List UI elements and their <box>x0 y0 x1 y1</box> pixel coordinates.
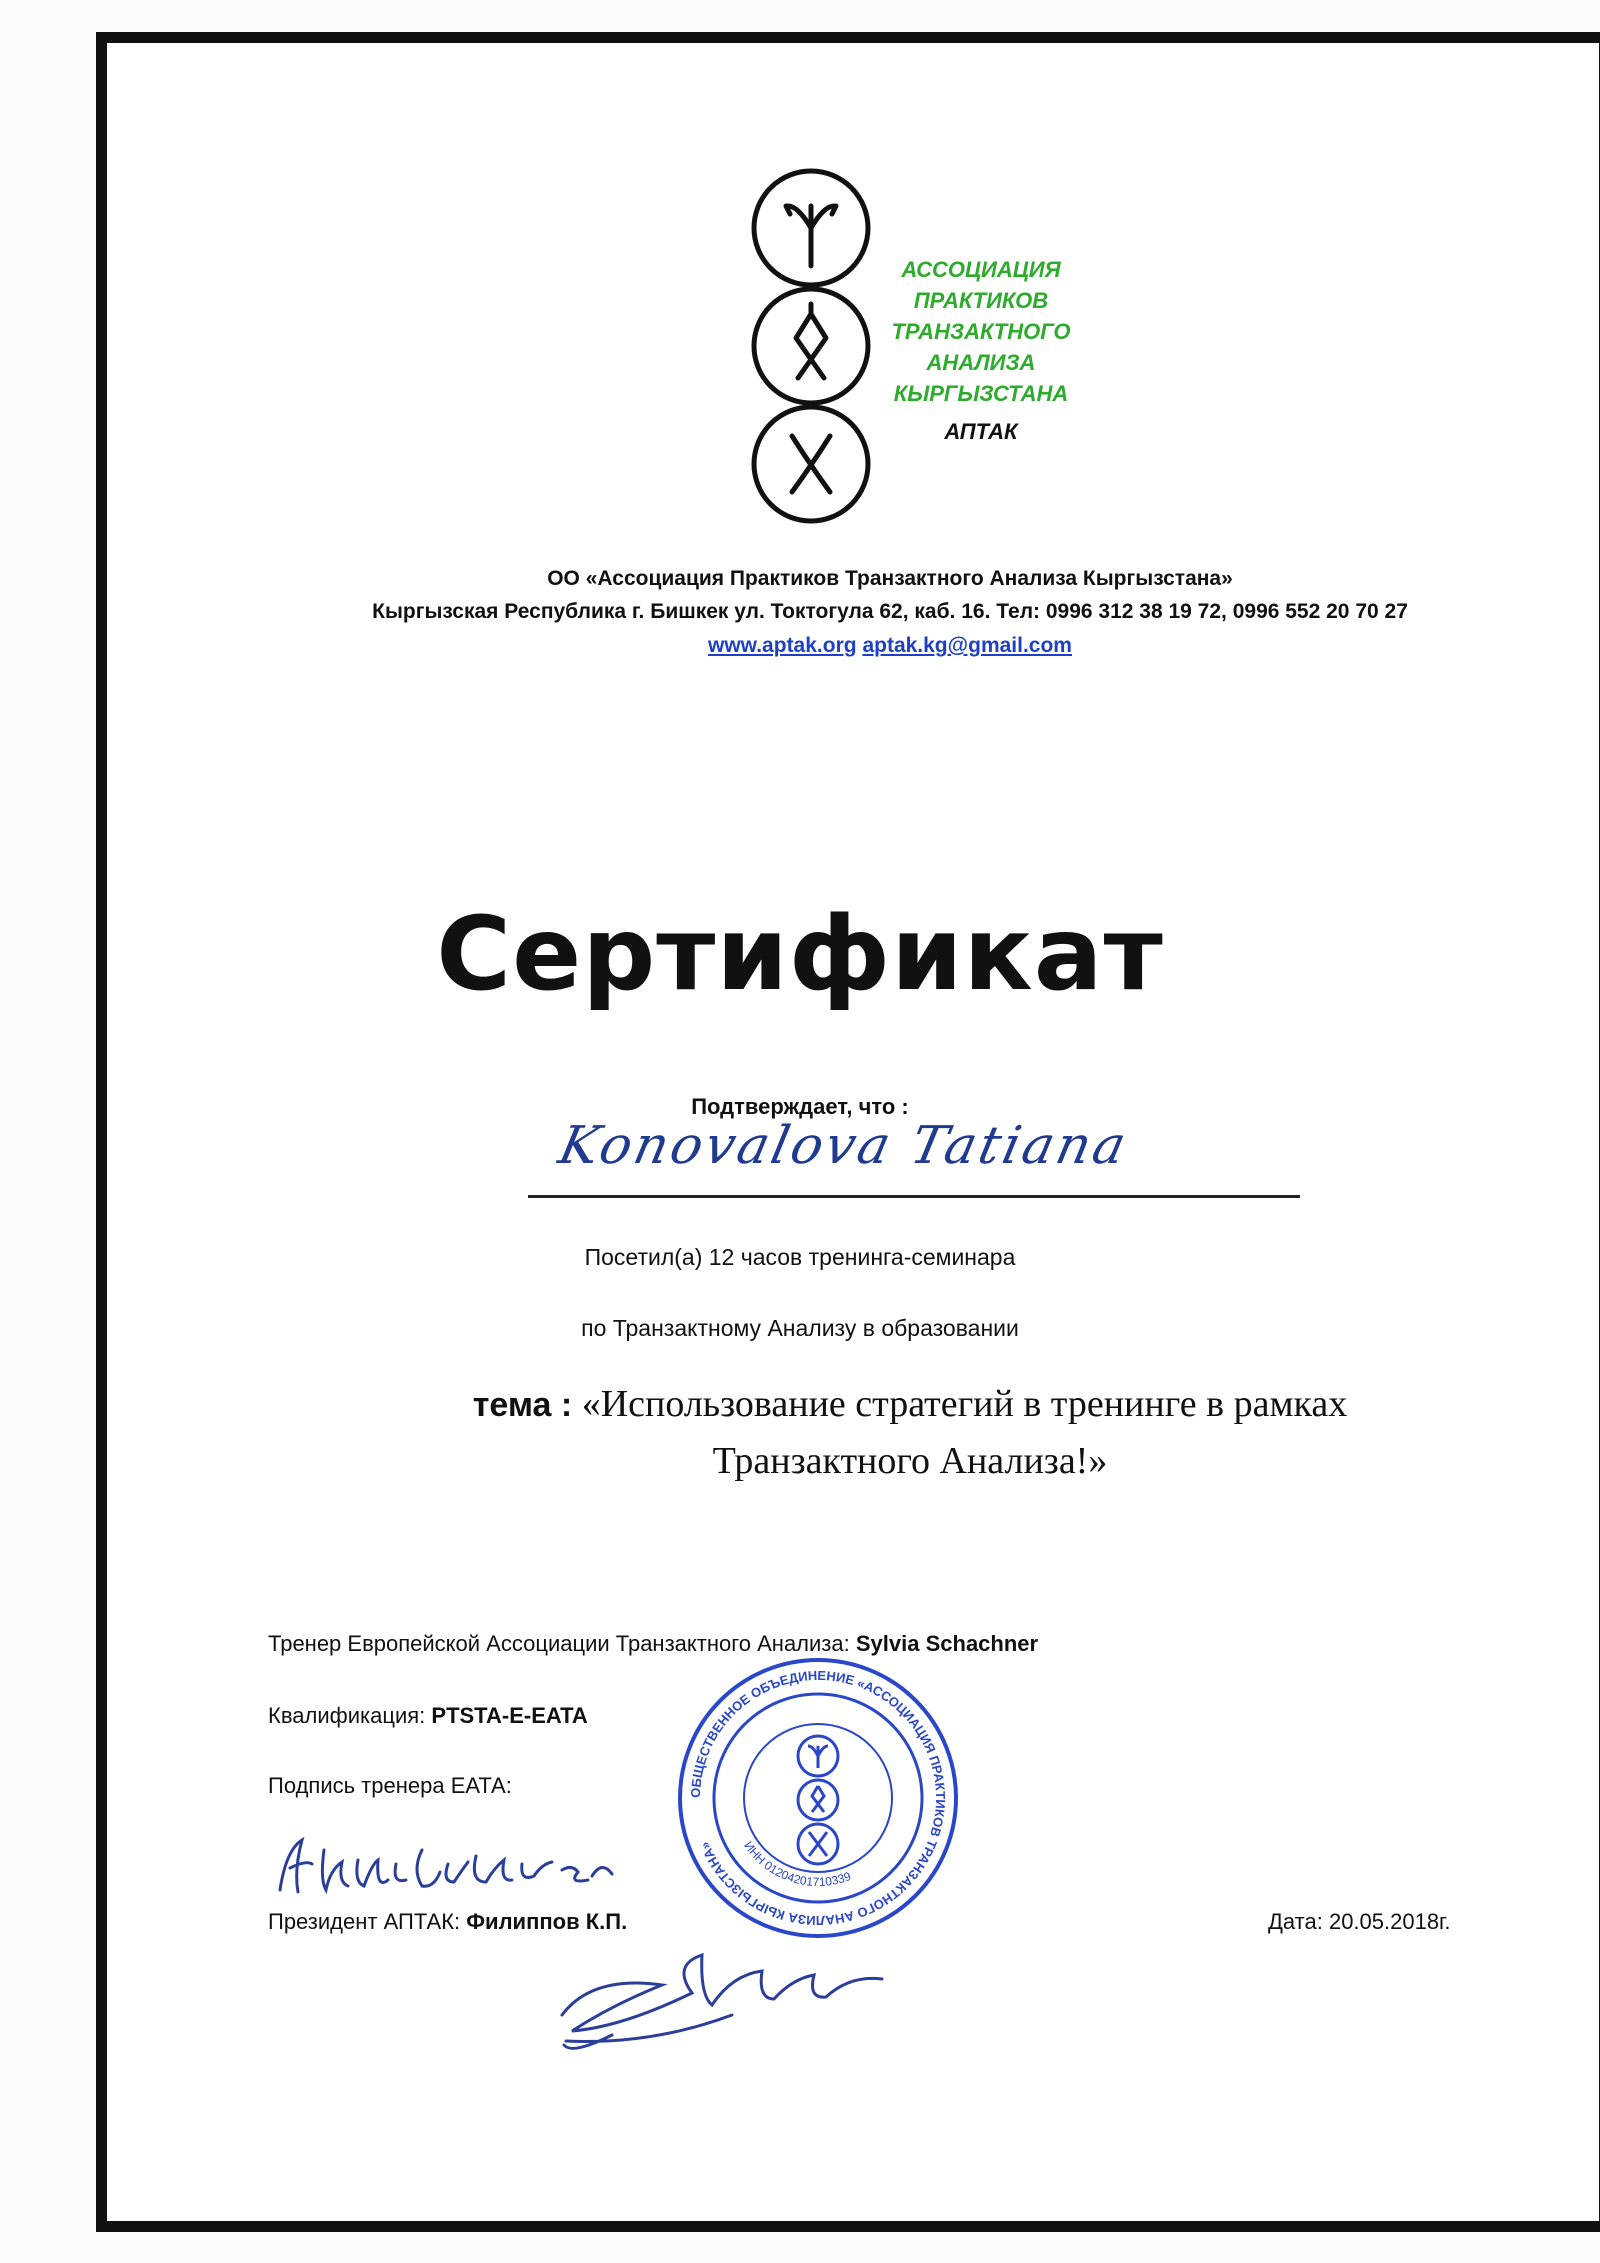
website-link[interactable]: www.aptak.org <box>708 634 857 657</box>
stamp-outer-text: ОБЩЕСТВЕННОЕ ОБЪЕДИНЕНИЕ «АССОЦИАЦИЯ ПРАКТИКОВ ТРАНЗАКТНОГО АНАЛИЗА КЫРГЫЗСТАНА» <box>687 1667 949 1929</box>
recipient-name: Konovalova Tatiana <box>553 1116 1134 1176</box>
recipient-name-underline <box>528 1195 1300 1198</box>
field-text: по Транзактному Анализу в образовании <box>581 1315 1019 1341</box>
org-name: ОО «Ассоциация Практиков Транзактного Анализа Кыргызстана» <box>547 567 1233 590</box>
topic <box>380 1376 1440 1489</box>
president-signature <box>552 1935 912 2065</box>
svg-text:ОБЩЕСТВЕННОЕ ОБЪЕДИНЕНИЕ «АССО <box>688 1668 948 1928</box>
topic-line-2: Транзактного Анализа!» <box>712 1440 1108 1482</box>
topic-label: тема : <box>472 1386 573 1424</box>
president-line <box>268 1909 627 1935</box>
association-abbreviation: АПТАК <box>944 419 1018 444</box>
president-label: Президент АПТАК: <box>268 1909 461 1934</box>
president-name: Филиппов К.П. <box>466 1909 628 1934</box>
qualification-value: PTSTA-E-EATA <box>431 1703 588 1728</box>
qualification-label: Квалификация: <box>268 1703 426 1728</box>
stamp-seal <box>668 1648 968 1948</box>
signature-label: Подпись тренера ЕАТА: <box>268 1773 512 1798</box>
org-links <box>200 634 1580 658</box>
attended-text: Посетил(а) 12 часов тренинга-семинара <box>584 1244 1016 1270</box>
date-label: Дата: <box>1268 1909 1323 1934</box>
aptak-logo-icon <box>748 166 874 528</box>
date-line <box>1268 1909 1451 1935</box>
topic-line-1: «Использование стратегий в тренинге в рамках <box>581 1383 1348 1425</box>
certificate-title: Сертификат <box>436 895 1164 1014</box>
trainer-label: Тренер Европейской Ассоциации Транзактного Анализа: <box>268 1631 850 1656</box>
email-link[interactable]: aptak.kg@gmail.com <box>862 634 1072 657</box>
association-name: АССОЦИАЦИЯ ПРАКТИКОВ ТРАНЗАКТНОГО АНАЛИЗА КЫРГЫЗСТАНА <box>891 257 1071 406</box>
confirms-label: Подтверждает, что : <box>691 1094 909 1119</box>
trainer-name: Sylvia Schachner <box>855 1631 1039 1656</box>
org-address: Кыргызская Республика г. Бишкек ул. Токтогула 62, каб. 16. Тел: 0996 312 38 19 72, 0996 552 20 70 27 <box>372 600 1408 623</box>
date-value: 20.05.2018г. <box>1328 1909 1451 1934</box>
trainer-signature <box>272 1820 672 1910</box>
qualification-line <box>268 1703 588 1729</box>
stamp-inner-text: ИНН 01204201710339 <box>741 1838 853 1890</box>
